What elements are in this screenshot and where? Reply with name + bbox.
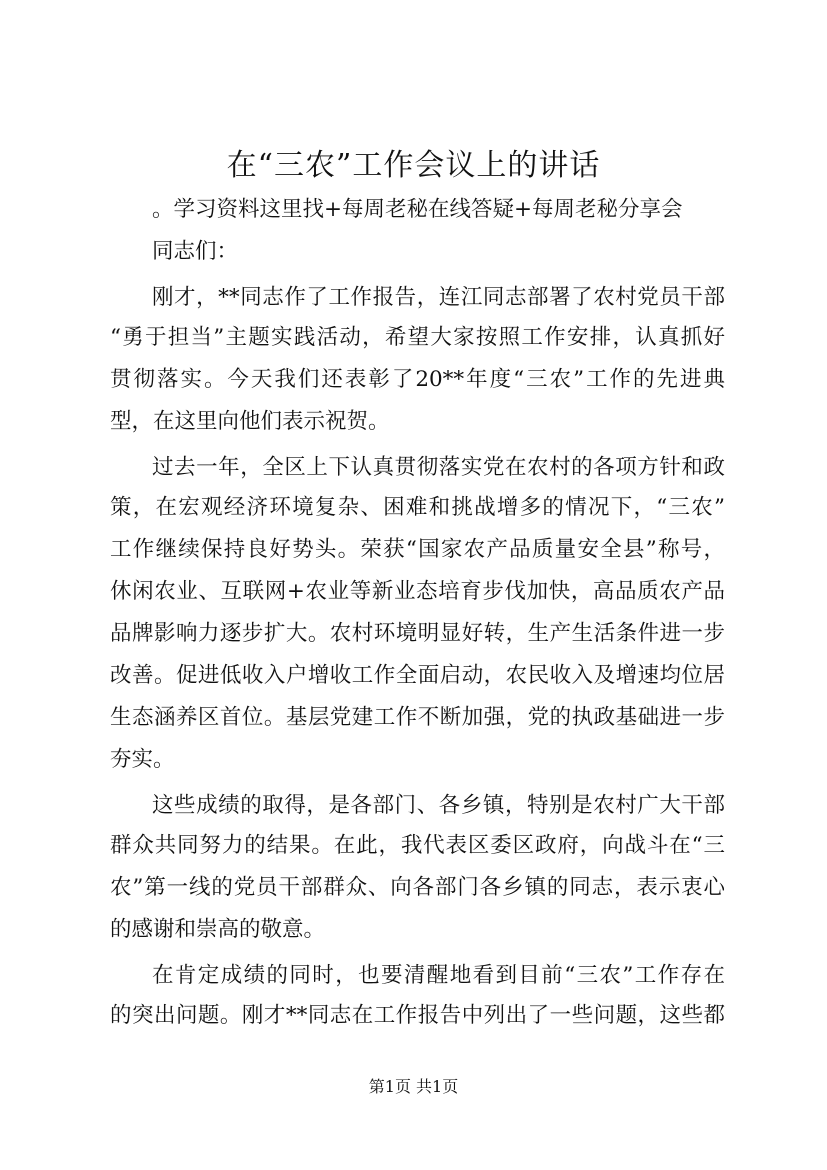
paragraph-2-line-8: 夯实。 [110, 747, 175, 772]
document-subtitle: 。学习资料这里找+每周老秘在线答疑+每周老秘分享会 [152, 197, 683, 222]
paragraph-1-line-3: 贯彻落实。今天我们还表彰了20**年度“三农”工作的先进典 [110, 367, 725, 392]
salutation: 同志们： [152, 239, 239, 264]
paragraph-2-line-1: 过去一年，全区上下认真贯彻落实党在农村的各项方针和政 [152, 455, 725, 480]
paragraph-2-line-7: 生态涵养区首位。基层党建工作不断加强，党的执政基础进一步 [110, 705, 725, 730]
paragraph-2-line-6: 改善。促进低收入户增收工作全面启动，农民收入及增速均位居 [110, 663, 725, 688]
document-title: 在“三农”工作会议上的讲话 [226, 148, 601, 183]
paragraph-1-line-2: “勇于担当”主题实践活动，希望大家按照工作安排，认真抓好 [110, 325, 725, 350]
paragraph-3-line-3: 农”第一线的党员干部群众、向各部门各乡镇的同志，表示衷心 [110, 875, 725, 900]
paragraph-2-line-4: 休闲农业、互联网+农业等新业态培育步伐加快，高品质农产品 [110, 579, 725, 604]
page-indicator: 第1页 共1页 [368, 1077, 459, 1096]
paragraph-1-line-1: 刚才，**同志作了工作报告，连江同志部署了农村党员干部 [152, 285, 725, 310]
paragraph-4-line-1: 在肯定成绩的同时，也要清醒地看到目前“三农”工作存在 [152, 963, 725, 988]
paragraph-3-line-1: 这些成绩的取得，是各部门、各乡镇，特别是农村广大干部 [152, 793, 725, 818]
paragraph-1-line-4: 型，在这里向他们表示祝贺。 [110, 409, 390, 434]
paragraph-2-line-2: 策，在宏观经济环境复杂、困难和挑战增多的情况下，“三农” [110, 495, 725, 520]
paragraph-2-line-5: 品牌影响力逐步扩大。农村环境明显好转，生产生活条件进一步 [110, 621, 725, 646]
paragraph-3-line-2: 群众共同努力的结果。在此，我代表区委区政府，向战斗在“三 [110, 833, 725, 858]
paragraph-4-line-2: 的突出问题。刚才**同志在工作报告中列出了一些问题，这些都 [110, 1003, 725, 1028]
paragraph-3-line-4: 的感谢和崇高的敬意。 [110, 917, 326, 942]
paragraph-2-line-3: 工作继续保持良好势头。荣获“国家农产品质量安全县”称号， [110, 537, 725, 562]
